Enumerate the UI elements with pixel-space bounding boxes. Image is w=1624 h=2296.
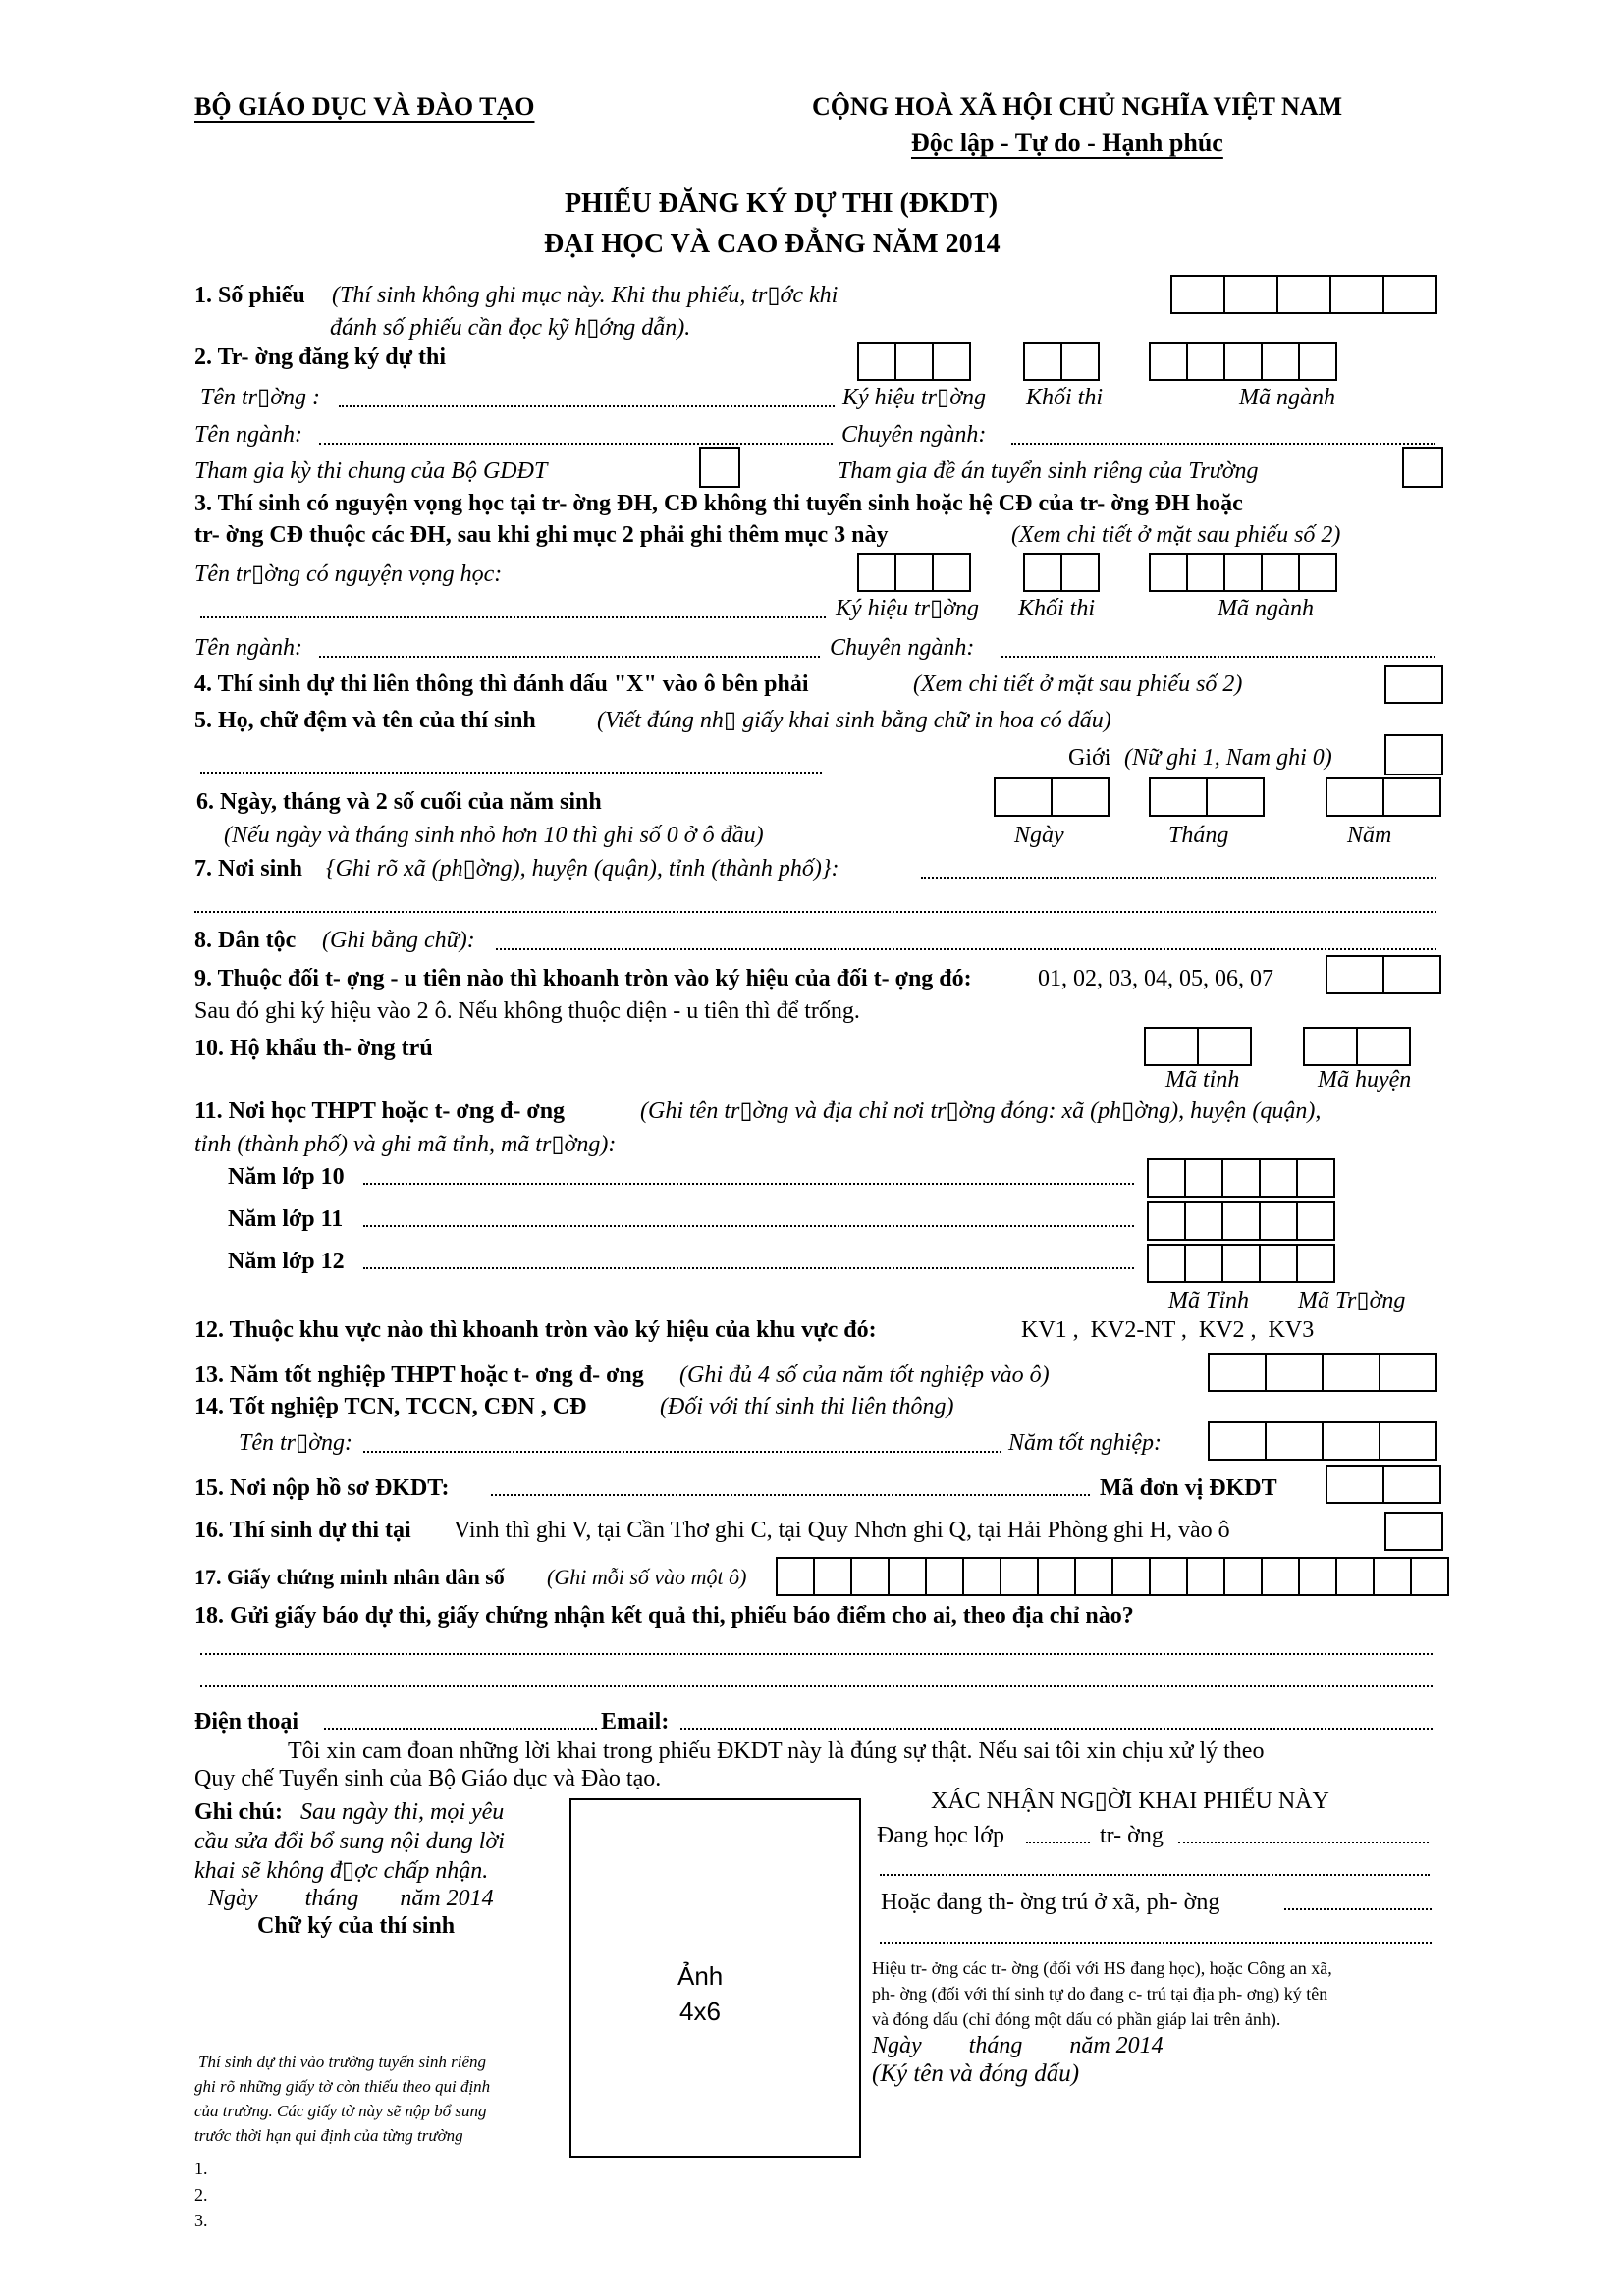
s2-own-exam-checkbox[interactable] [1402, 447, 1443, 488]
s5-fullname-field[interactable] [200, 772, 822, 774]
s11-grade10-label: Năm lớp 10 [228, 1164, 345, 1190]
s7-birthplace-field[interactable] [921, 877, 1436, 879]
note-date: Ngày tháng năm 2014 [208, 1886, 494, 1911]
note-small2: ghi rõ những giấy tờ còn thiếu theo qui định [194, 2077, 491, 2096]
s6-year-caption: Năm [1347, 823, 1392, 848]
s1-note1: (Thí sinh không ghi mục này. Khi thu phiếu, tr▯ớc khi [332, 283, 839, 308]
s3-line1: 3. Thí sinh có nguyện vọng học tại tr- ờng ĐH, CĐ không thi tuyển sinh hoặc hệ CĐ của tr- ờng ĐH hoặc [194, 491, 1243, 516]
s8-label: 8. Dân tộc [194, 928, 297, 953]
s15-office-field[interactable] [491, 1494, 1090, 1496]
s10-province-caption: Mã tỉnh [1165, 1067, 1240, 1093]
s15-unit-code-label: Mã đơn vị ĐKDT [1100, 1475, 1277, 1501]
motto: Độc lập - Tự do - Hạnh phúc [911, 129, 1223, 157]
confirm-sign-label: (Ký tên và đóng dấu) [872, 2060, 1080, 2087]
s3-major-code-boxes[interactable] [1149, 553, 1335, 592]
s10-label: 10. Hộ khẩu th- ờng trú [194, 1036, 433, 1061]
confirm-residence-label: Hoặc đang th- ờng trú ở xã, ph- ờng [881, 1890, 1220, 1915]
pledge-line1: Tôi xin cam đoan những lời khai trong phiếu ĐKDT này là đúng sự thật. Nếu sai tôi xin chịu xử lý theo [288, 1738, 1265, 1764]
phone-label: Điện thoại [194, 1709, 299, 1735]
note-item3: 3. [194, 2211, 208, 2230]
s13-note: (Ghi đủ 4 số của năm tốt nghiệp vào ô) [679, 1362, 1050, 1388]
s2-school-name-field[interactable] [339, 405, 835, 407]
s5-gender-box[interactable] [1384, 734, 1443, 775]
s3-line2-note: (Xem chi tiết ở mặt sau phiếu số 2) [1011, 522, 1341, 548]
s2-school-code-boxes[interactable] [857, 342, 969, 381]
s16-text: Vinh thì ghi V, tại Cần Thơ ghi C, tại Quy Nhơn ghi Q, tại Hải Phòng ghi H, vào ô [454, 1518, 1230, 1543]
s11-note2: tỉnh (thành phố) và ghi mã tỉnh, mã tr▯ờng): [194, 1132, 617, 1157]
s9-codes: 01, 02, 03, 04, 05, 06, 07 [1038, 966, 1273, 991]
note-item1: 1. [194, 2159, 208, 2178]
s17-label: 17. Giấy chứng minh nhân dân số [194, 1565, 505, 1589]
note-small4: trước thời hạn qui định của từng trường [194, 2126, 463, 2145]
s1-note2: đánh số phiếu cần đọc kỹ h▯ớng dẫn). [330, 315, 691, 341]
s9-priority-boxes[interactable] [1326, 955, 1439, 994]
s3-specialization-label: Chuyên ngành: [830, 635, 975, 661]
s6-day-boxes[interactable] [994, 777, 1108, 817]
s2-joint-exam-checkbox[interactable] [699, 447, 740, 488]
email-label: Email: [601, 1709, 670, 1735]
form-subtitle: ĐẠI HỌC VÀ CAO ĐẲNG NĂM 2014 [544, 229, 1001, 259]
s11-label: 11. Nơi học THPT hoặc t- ơng đ- ơng [194, 1098, 566, 1124]
s10-district-caption: Mã huyện [1318, 1067, 1412, 1093]
s14-grad-year-label: Năm tốt nghiệp: [1008, 1430, 1162, 1456]
s14-label: 14. Tốt nghiệp TCN, TCCN, CĐN , CĐ [194, 1394, 587, 1419]
s15-unit-code-boxes[interactable] [1326, 1465, 1439, 1504]
s6-note: (Nếu ngày và tháng sinh nhỏ hơn 10 thì ghi số 0 ở ô đầu) [224, 823, 764, 848]
s8-note: (Ghi bằng chữ): [322, 928, 475, 953]
s17-id-number-boxes[interactable] [776, 1557, 1447, 1596]
s3-major-code-caption: Mã ngành [1218, 596, 1314, 621]
s9-label: 9. Thuộc đối t- ợng - u tiên nào thì khoanh tròn vào ký hiệu của đối t- ợng đó: [194, 966, 972, 991]
s2-school-code-caption: Ký hiệu tr▯ờng [842, 385, 987, 410]
s8-ethnicity-field[interactable] [496, 948, 1436, 950]
s2-major-code-boxes[interactable] [1149, 342, 1335, 381]
s6-day-caption: Ngày [1014, 823, 1064, 848]
s11-grade12-label: Năm lớp 12 [228, 1249, 345, 1274]
s11-grade12-code-boxes[interactable] [1147, 1244, 1333, 1283]
s10-district-boxes[interactable] [1303, 1027, 1409, 1066]
s16-label: 16. Thí sinh dự thi tại [194, 1518, 411, 1543]
s3-major-name-label: Tên ngành: [194, 635, 302, 661]
s5-gender-label: Giới [1068, 745, 1111, 771]
form-title: PHIẾU ĐĂNG KÝ DỰ THI (ĐKDT) [565, 188, 999, 219]
s18-address-field-2[interactable] [200, 1685, 1433, 1687]
s11-grade11-field[interactable] [363, 1225, 1134, 1227]
s10-province-boxes[interactable] [1144, 1027, 1250, 1066]
s3-specialization-field[interactable] [1001, 656, 1435, 658]
s16-location-box[interactable] [1384, 1512, 1443, 1551]
s11-grade10-code-boxes[interactable] [1147, 1158, 1333, 1198]
s6-month-boxes[interactable] [1149, 777, 1263, 817]
s11-province-caption: Mã Tỉnh [1168, 1288, 1250, 1313]
confirm-residence-field-2[interactable] [880, 1942, 1432, 1944]
s2-major-name-field[interactable] [319, 443, 833, 445]
candidate-signature-label: Chữ ký của thí sinh [257, 1913, 456, 1939]
note-line3: khai sẽ không đ▯ợc chấp nhận. [194, 1858, 489, 1884]
s14-grad-year-boxes[interactable] [1208, 1421, 1435, 1461]
s13-label: 13. Năm tốt nghiệp THPT hoặc t- ơng đ- ơng [194, 1362, 644, 1388]
s14-school-label: Tên tr▯ờng: [239, 1430, 353, 1456]
s3-school-code-caption: Ký hiệu tr▯ờng [836, 596, 980, 621]
s1-label: 1. Số phiếu [194, 283, 305, 308]
s4-note: (Xem chi tiết ở mặt sau phiếu số 2) [913, 671, 1243, 697]
s7-note: {Ghi rõ xã (ph▯ờng), huyện (quận), tỉnh (thành phố)}: [326, 856, 839, 881]
s2-major-name-label: Tên ngành: [194, 422, 302, 448]
phone-field[interactable] [324, 1728, 597, 1730]
confirm-note3: và đóng dấu (chỉ đóng một dấu có phần giáp lai trên ảnh). [872, 2009, 1281, 2029]
s11-grade12-field[interactable] [363, 1267, 1134, 1269]
confirm-class-label: Đang học lớp [877, 1823, 1004, 1848]
s11-note1: (Ghi tên tr▯ờng và địa chỉ nơi tr▯ờng đóng: xã (ph▯ờng), huyện (quận), [640, 1098, 1322, 1124]
s17-note: (Ghi mỗi số vào một ô) [547, 1565, 747, 1589]
confirm-note1: Hiệu tr- ởng các tr- ờng (đối với HS đang học), hoặc Công an xã, [872, 1958, 1332, 1978]
s18-label: 18. Gửi giấy báo dự thi, giấy chứng nhận kết quả thi, phiếu báo điểm cho ai, theo địa chỉ nào? [194, 1603, 1134, 1629]
s3-exam-block-boxes[interactable] [1023, 553, 1098, 592]
note-line1: Sau ngày thi, mọi yêu [300, 1799, 505, 1825]
s2-specialization-label: Chuyên ngành: [841, 422, 987, 448]
s13-grad-year-boxes[interactable] [1208, 1353, 1435, 1392]
s4-label: 4. Thí sinh dự thi liên thông thì đánh dấu "X" vào ô bên phải [194, 671, 809, 697]
s14-note: (Đối với thí sinh thi liên thông) [660, 1394, 954, 1419]
s2-school-name-label: Tên tr▯ờng : [200, 385, 321, 410]
note-label: Ghi chú: [194, 1799, 284, 1825]
s3-exam-block-caption: Khối thi [1018, 596, 1096, 621]
confirm-class-field[interactable] [1026, 1842, 1090, 1843]
confirm-date: Ngày tháng năm 2014 [872, 2033, 1164, 2058]
s3-school-label: Tên tr▯ờng có nguyện vọng học: [194, 561, 503, 587]
pledge-line2: Quy chế Tuyển sinh của Bộ Giáo dục và Đào tạo. [194, 1766, 662, 1791]
s12-codes: KV1 , KV2-NT , KV2 , KV3 [1021, 1317, 1315, 1343]
s18-address-field-1[interactable] [200, 1653, 1433, 1655]
s7-label: 7. Nơi sinh [194, 856, 302, 881]
note-small1: Thí sinh dự thi vào trường tuyển sinh riêng [198, 2053, 487, 2071]
s15-label: 15. Nơi nộp hồ sơ ĐKDT: [194, 1475, 450, 1501]
s3-major-name-field[interactable] [319, 656, 820, 658]
s5-note: (Viết đúng nh▯ giấy khai sinh bằng chữ in hoa có dấu) [597, 708, 1111, 733]
s9-line2: Sau đó ghi ký hiệu vào 2 ô. Nếu không thuộc diện - u tiên thì để trống. [194, 998, 860, 1024]
s11-grade10-field[interactable] [363, 1183, 1134, 1185]
s3-school-code-boxes[interactable] [857, 553, 969, 592]
confirm-school-field[interactable] [1178, 1842, 1429, 1843]
s6-month-caption: Tháng [1168, 823, 1229, 848]
note-line2: cầu sửa đổi bổ sung nội dung lời [194, 1829, 505, 1854]
s11-school-caption: Mã Tr▯ờng [1298, 1288, 1406, 1313]
s2-exam-block-boxes[interactable] [1023, 342, 1098, 381]
s3-school-name-field[interactable] [200, 616, 826, 618]
s2-own-exam-label: Tham gia đề án tuyển sinh riêng của Trường [838, 458, 1259, 484]
s2-exam-block-caption: Khối thi [1026, 385, 1104, 410]
s6-year-boxes[interactable] [1326, 777, 1439, 817]
s4-transfer-checkbox[interactable] [1384, 665, 1443, 704]
s7-birthplace-field-2[interactable] [194, 911, 1436, 913]
email-field[interactable] [680, 1728, 1433, 1730]
note-item2: 2. [194, 2185, 208, 2205]
s5-gender-note: (Nữ ghi 1, Nam ghi 0) [1124, 745, 1332, 771]
s1-number-boxes[interactable] [1170, 275, 1435, 314]
s11-grade11-label: Năm lớp 11 [228, 1206, 344, 1232]
ministry-name: BỘ GIÁO DỤC VÀ ĐÀO TẠO [194, 92, 535, 121]
confirm-title: XÁC NHẬN NG▯ỜI KHAI PHIẾU NÀY [931, 1789, 1329, 1814]
s14-school-field[interactable] [363, 1451, 1001, 1453]
s2-specialization-field[interactable] [1011, 443, 1435, 445]
s11-grade11-code-boxes[interactable] [1147, 1201, 1333, 1241]
confirm-note2: ph- ờng (đối với thí sinh tự do đang c- trú tại địa ph- ơng) ký tên [872, 1984, 1328, 2003]
s6-label: 6. Ngày, tháng và 2 số cuối của năm sinh [196, 789, 602, 815]
photo-size: 4x6 [679, 1997, 721, 2026]
confirm-extra-field[interactable] [880, 1874, 1430, 1876]
photo-label: Ảnh [677, 1961, 724, 1991]
note-small3: của trường. Các giấy tờ này sẽ nộp bổ sung [194, 2102, 487, 2120]
s2-major-code-caption: Mã ngành [1239, 385, 1335, 410]
confirm-school-label: tr- ờng [1100, 1823, 1164, 1848]
republic-name: CỘNG HOÀ XÃ HỘI CHỦ NGHĨA VIỆT NAM [812, 92, 1343, 121]
confirm-residence-field[interactable] [1284, 1908, 1432, 1910]
s5-label: 5. Họ, chữ đệm và tên của thí sinh [194, 708, 536, 733]
s2-joint-exam-label: Tham gia kỳ thi chung của Bộ GDĐT [194, 458, 548, 484]
s2-label: 2. Tr- ờng đăng ký dự thi [194, 345, 446, 370]
s12-label: 12. Thuộc khu vực nào thì khoanh tròn vào ký hiệu của khu vực đó: [194, 1317, 877, 1343]
s3-line2: tr- ờng CĐ thuộc các ĐH, sau khi ghi mục 2 phải ghi thêm mục 3 này [194, 522, 889, 548]
